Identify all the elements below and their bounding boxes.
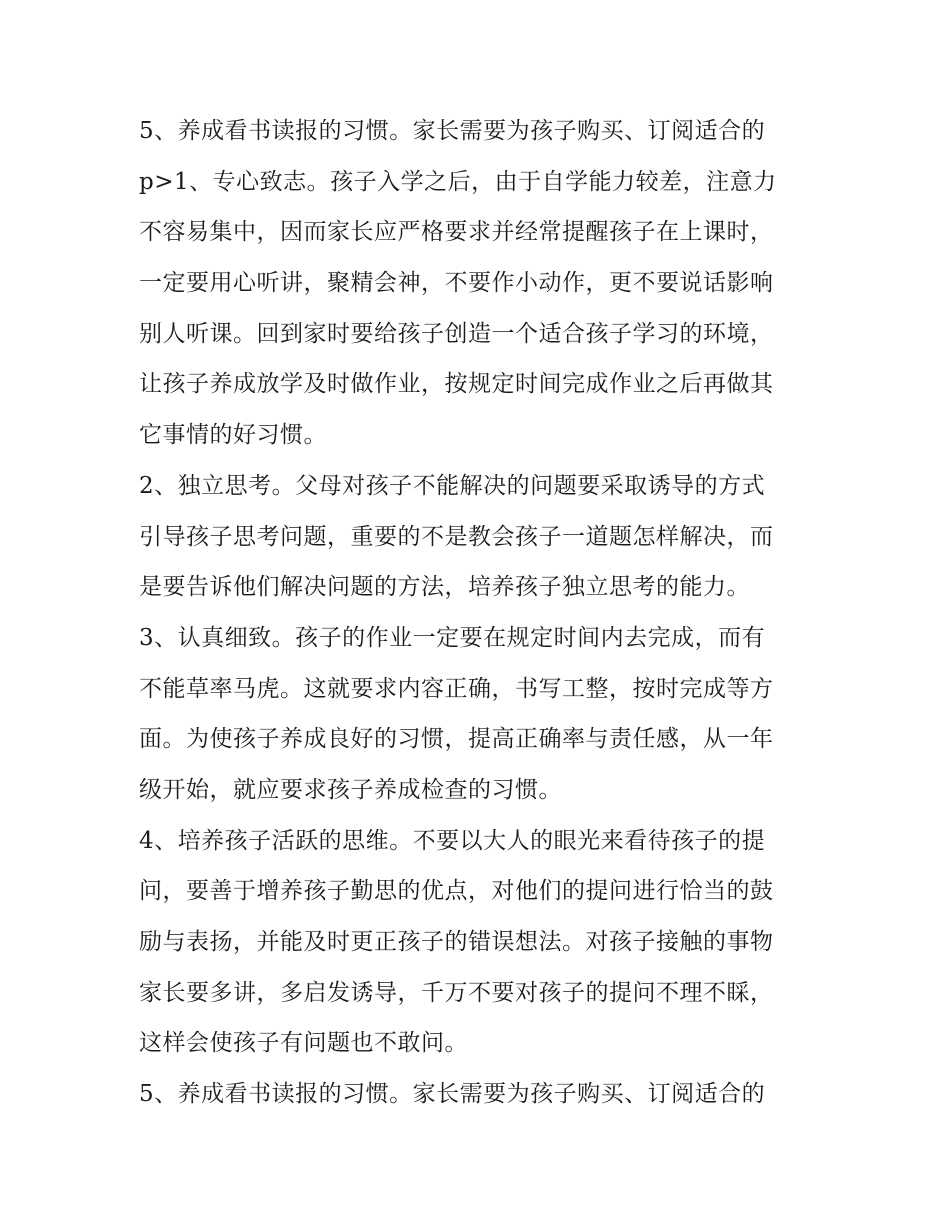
text-line: 不容易集中，因而家长应严格要求并经常提醒孩子在上课时， (139, 219, 774, 246)
text-line: 家长要多讲，多启发诱导，千万不要对孩子的提问不理不睬， (139, 979, 774, 1006)
text-line: 2、独立思考。父母对孩子不能解决的问题要采取诱导的方式 (139, 472, 766, 499)
text-line: 一定要用心听讲，聚精会神，不要作小动作，更不要说话影响 (139, 270, 774, 297)
text-line: 它事情的好习惯。 (139, 422, 327, 449)
text-line: p>1、专心致志。孩子入学之后，由于自学能力较差，注意力 (139, 168, 777, 195)
text-line: 引导孩子思考问题，重要的不是教会孩子一道题怎样解决，而 (139, 523, 774, 550)
text-line: 3、认真细致。孩子的作业一定要在规定时间内去完成，而有 (139, 624, 766, 651)
text-line: 让孩子养成放学及时做作业，按规定时间完成作业之后再做其 (139, 371, 774, 398)
text-line: 是要告诉他们解决问题的方法，培养孩子独立思考的能力。 (139, 574, 750, 601)
text-line: 问，要善于增养孩子勤思的优点，对他们的提问进行恰当的鼓 (139, 878, 774, 905)
text-line: 不能草率马虎。这就要求内容正确，书写工整，按时完成等方 (139, 675, 774, 702)
text-line: 励与表扬，并能及时更正孩子的错误想法。对孩子接触的事物 (139, 929, 774, 955)
text-line: 5、养成看书读报的习惯。家长需要为孩子购买、订阅适合的 (139, 118, 766, 144)
text-line: 级开始，就应要求孩子养成检查的习惯。 (139, 776, 562, 803)
text-line: 面。为使孩子养成良好的习惯，提高正确率与责任感，从一年 (139, 726, 774, 753)
text-line: 别人听课。回到家时要给孩子创造一个适合孩子学习的环境， (139, 320, 774, 347)
document-body (139, 106, 819, 1120)
text-line: 这样会使孩子有问题也不敢问。 (139, 1030, 468, 1057)
text-line: 5、养成看书读报的习惯。家长需要为孩子购买、订阅适合的 (139, 1081, 766, 1108)
text-line: 4、培养孩子活跃的思维。不要以大人的眼光来看待孩子的提 (139, 827, 766, 854)
